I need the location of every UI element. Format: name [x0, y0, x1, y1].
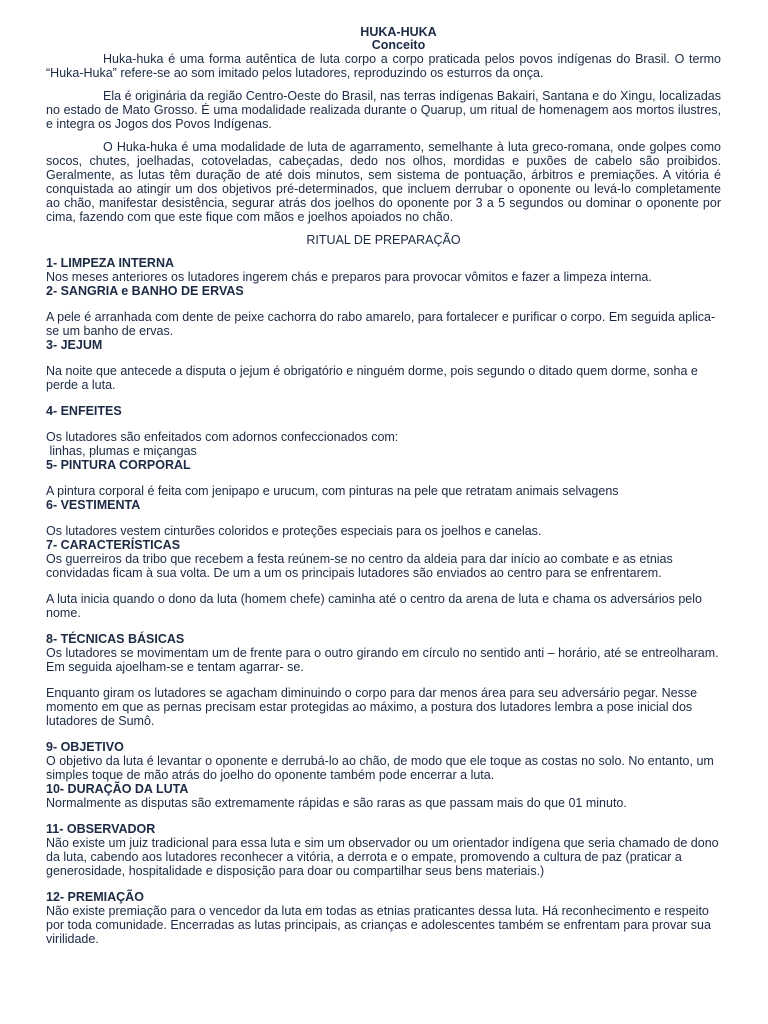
- section-heading: 8- TÉCNICAS BÁSICAS: [46, 632, 185, 646]
- section-body: Enquanto giram os lutadores se agacham diminuindo o corpo para dar menos área para seu adversário pegar. Nesse momento em que as pernas precisam estar protegidas ao máximo, a postura dos lutadores lembra a pose inicial dos lutadores de Sumô.: [46, 686, 698, 728]
- intro-paragraph: Ela é originária da região Centro-Oeste do Brasil, nas terras indígenas Bakairi, Santana e do Xingu, localizadas no estado de Mato Grosso. É uma modalidade realizada durante o Quarup, um ritual de homenagem aos mortos ilustres, e integra os Jogos dos Povos Indígenas.: [46, 89, 721, 131]
- section-body: Os lutadores vestem cinturões coloridos e proteções especiais para os joelhos e canelas.: [46, 524, 542, 538]
- section-body: Nos meses anteriores os lutadores ingerem chás e preparos para provocar vômitos e fazer a limpeza interna.: [46, 270, 652, 284]
- section-heading: 1- LIMPEZA INTERNA: [46, 256, 175, 270]
- ritual-title: RITUAL DE PREPARAÇÃO: [306, 233, 461, 247]
- section-body: A pele é arranhada com dente de peixe cachorra do rabo amarelo, para fortalecer e purificar o corpo. Em seguida aplica-se um banho de ervas.: [46, 310, 716, 338]
- section-body: A pintura corporal é feita com jenipapo e urucum, com pinturas na pele que retratam animais selvagens: [46, 484, 619, 498]
- section-body: Não existe premiação para o vencedor da luta em todas as etnias praticantes dessa luta. Há reconhecimento e respeito por toda comunidade. Encerradas as lutas principais, as crianças e adolescentes também se enfrentam para provar sua virilidade.: [46, 904, 711, 946]
- section-heading: 6- VESTIMENTA: [46, 498, 141, 512]
- section-heading: 9- OBJETIVO: [46, 740, 124, 754]
- section-heading: 2- SANGRIA e BANHO DE ERVAS: [46, 284, 244, 298]
- section-heading: 5- PINTURA CORPORAL: [46, 458, 191, 472]
- intro-paragraph: O Huka-huka é uma modalidade de luta de agarramento, semelhante à luta greco-romana, onde golpes como socos, chutes, joelhadas, cotoveladas, cabeçadas, dedo nos olhos, mordidas e puxões de cabelo são proibidos. Geralmente, as lutas têm duração de até dois minutos, sem sistema de pontuação, árbitros e premiações. A vitória é conquistada ao atingir um dos objetivos pré-determinados, que incluem derrubar o oponente ou levá-lo completamente ao chão, manifestar desistência, segurar atrás dos joelhos do oponente por 3 a 5 segundos ou dominar o oponente por cima, fazendo com que este fique com mãos e joelhos apoiados no chão.: [46, 140, 721, 224]
- section-body: Os guerreiros da tribo que recebem a festa reúnem-se no centro da aldeia para dar início ao combate e as etnias convidadas ficam à sua volta. De um a um os principais lutadores são enviados ao centro para se enfrentarem.: [46, 552, 673, 580]
- section-body: O objetivo da luta é levantar o oponente e derrubá-lo ao chão, de modo que ele toque as costas no solo. No entanto, um simples toque de mão atrás do joelho do oponente também pode encerrar a luta.: [46, 754, 714, 782]
- section-heading: 4- ENFEITES: [46, 404, 122, 418]
- document-subtitle: Conceito: [371, 38, 426, 52]
- section-body: Os lutadores se movimentam um de frente para o outro girando em círculo no sentido anti – horário, até se entreolharam. Em seguida ajoelham-se e tentam agarrar- se.: [46, 646, 719, 674]
- section-body: Não existe um juiz tradicional para essa luta e sim um observador ou um orientador indígena que seria chamado de dono da luta, cabendo aos lutadores reconhecer a vitória, a derrota e o empate, promovendo a cultura de paz (praticar a generosidade, hospitalidade e disposição para doar ou compartilhar seus bens materiais.): [46, 836, 719, 878]
- section-body: Na noite que antecede a disputa o jejum é obrigatório e ninguém dorme, pois segundo o ditado quem dorme, sonha e perde a luta.: [46, 364, 698, 392]
- section-heading: 10- DURAÇÃO DA LUTA: [46, 782, 189, 796]
- section-heading: 3- JEJUM: [46, 338, 103, 352]
- section-heading: 7- CARACTERÍSTICAS: [46, 538, 181, 552]
- section-body: A luta inicia quando o dono da luta (homem chefe) caminha até o centro da arena de luta e chama os adversários pelo nome.: [46, 592, 702, 620]
- document-title: HUKA-HUKA: [360, 25, 437, 39]
- section-heading: 11- OBSERVADOR: [46, 822, 156, 836]
- intro-paragraph: Huka-huka é uma forma autêntica de luta corpo a corpo praticada pelos povos indígenas do Brasil. O termo “Huka-Huka” refere-se ao som imitado pelos lutadores, reproduzindo os esturros da onça.: [46, 52, 721, 80]
- section-body: linhas, plumas e miçangas: [46, 444, 197, 458]
- section-heading: 12- PREMIAÇÃO: [46, 890, 144, 904]
- section-body: Normalmente as disputas são extremamente rápidas e são raras as que passam mais do que 01 minuto.: [46, 796, 627, 810]
- section-body: Os lutadores são enfeitados com adornos confeccionados com:: [46, 430, 399, 444]
